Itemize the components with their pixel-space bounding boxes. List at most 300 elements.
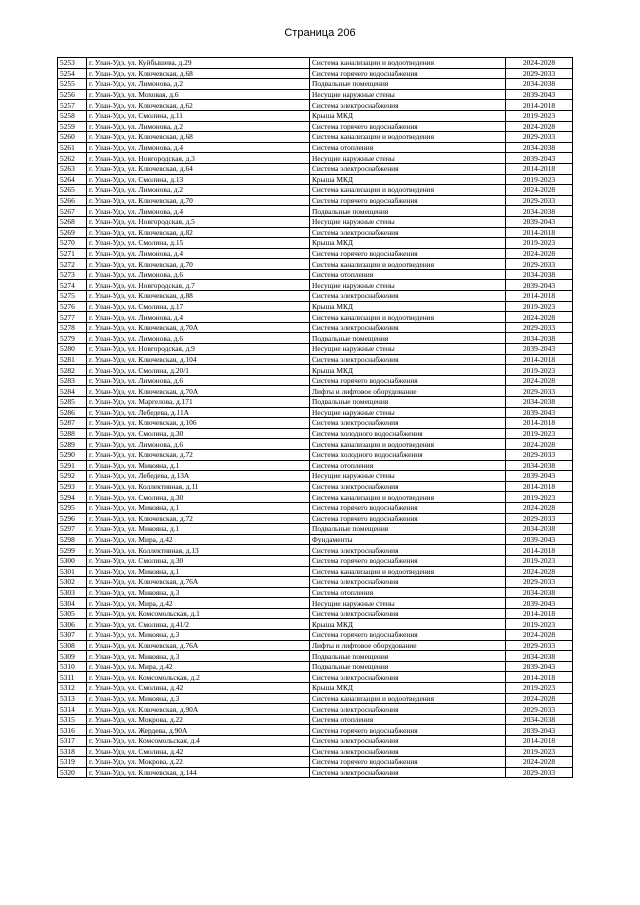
row-number: 5271 xyxy=(58,248,87,259)
row-number: 5257 xyxy=(58,100,87,111)
address-cell: г. Улан-Удэ, ул. Лимонова, д.6 xyxy=(87,269,310,280)
period-cell: 2014-2018 xyxy=(506,736,573,747)
work-type-cell: Система холодного водоснабжения xyxy=(310,428,506,439)
period-cell: 2014-2018 xyxy=(506,354,573,365)
address-cell: г. Улан-Удэ, ул. Смолина, д.15 xyxy=(87,238,310,249)
address-cell: г. Улан-Удэ, ул. Ключевская, д.106 xyxy=(87,418,310,429)
address-cell: г. Улан-Удэ, ул. Новгородская, д.7 xyxy=(87,280,310,291)
address-cell: г. Улан-Удэ, ул. Смолина, д.42 xyxy=(87,746,310,757)
work-type-cell: Система отопления xyxy=(310,460,506,471)
work-type-cell: Крыша МКД xyxy=(310,301,506,312)
work-type-cell: Система горячего водоснабжения xyxy=(310,757,506,768)
table-row xyxy=(58,344,573,355)
period-cell: 2024-2028 xyxy=(506,566,573,577)
period-cell: 2034-2038 xyxy=(506,269,573,280)
row-number: 5301 xyxy=(58,566,87,577)
row-number: 5264 xyxy=(58,174,87,185)
row-number: 5308 xyxy=(58,640,87,651)
work-type-cell: Подвальные помещения xyxy=(310,206,506,217)
period-cell: 2019-2023 xyxy=(506,110,573,121)
period-cell: 2019-2023 xyxy=(506,492,573,503)
table-row xyxy=(58,481,573,492)
work-type-cell: Система электроснабжения xyxy=(310,545,506,556)
table-row xyxy=(58,58,573,69)
table-row xyxy=(58,704,573,715)
period-cell: 2014-2018 xyxy=(506,227,573,238)
address-cell: г. Улан-Удэ, ул. Микояна, д.3 xyxy=(87,651,310,662)
row-number: 5317 xyxy=(58,736,87,747)
work-type-cell: Подвальные помещения xyxy=(310,651,506,662)
work-type-cell: Система электроснабжения xyxy=(310,354,506,365)
period-cell: 2034-2038 xyxy=(506,333,573,344)
period-cell: 2029-2033 xyxy=(506,513,573,524)
row-number: 5293 xyxy=(58,481,87,492)
work-type-cell: Система горячего водоснабжения xyxy=(310,375,506,386)
address-cell: г. Улан-Удэ, ул. Смолина, д.41/2 xyxy=(87,619,310,630)
table-row xyxy=(58,672,573,683)
table-row xyxy=(58,397,573,408)
work-type-cell: Система отопления xyxy=(310,269,506,280)
work-type-cell: Система горячего водоснабжения xyxy=(310,630,506,641)
table-row xyxy=(58,598,573,609)
row-number: 5319 xyxy=(58,757,87,768)
period-cell: 2024-2028 xyxy=(506,439,573,450)
table-row xyxy=(58,269,573,280)
address-cell: г. Улан-Удэ, ул. Смолина, д.17 xyxy=(87,301,310,312)
row-number: 5274 xyxy=(58,280,87,291)
row-number: 5305 xyxy=(58,608,87,619)
table-row xyxy=(58,513,573,524)
period-cell: 2024-2028 xyxy=(506,693,573,704)
row-number: 5299 xyxy=(58,545,87,556)
table-row xyxy=(58,714,573,725)
work-type-cell: Несущие наружные стены xyxy=(310,153,506,164)
address-cell: г. Улан-Удэ, ул. Моховая, д.6 xyxy=(87,89,310,100)
address-cell: г. Улан-Удэ, ул. Комсомольская, д.4 xyxy=(87,736,310,747)
address-cell: г. Улан-Удэ, ул. Микояна, д.3 xyxy=(87,630,310,641)
table-row xyxy=(58,259,573,270)
work-type-cell: Система электроснабжения xyxy=(310,481,506,492)
table-row xyxy=(58,545,573,556)
row-number: 5315 xyxy=(58,714,87,725)
address-cell: г. Улан-Удэ, ул. Мокрова, д.22 xyxy=(87,714,310,725)
address-cell: г. Улан-Удэ, ул. Мира, д.42 xyxy=(87,598,310,609)
work-type-cell: Система электроснабжения xyxy=(310,291,506,302)
table-row xyxy=(58,322,573,333)
work-type-cell: Лифты и лифтовое оборудование xyxy=(310,386,506,397)
table-row xyxy=(58,428,573,439)
address-cell: г. Улан-Удэ, ул. Мокрова, д.22 xyxy=(87,757,310,768)
period-cell: 2024-2028 xyxy=(506,58,573,69)
period-cell: 2039-2043 xyxy=(506,471,573,482)
address-cell: г. Улан-Удэ, ул. Новгородская, д.3 xyxy=(87,153,310,164)
period-cell: 2039-2043 xyxy=(506,725,573,736)
work-type-cell: Система холодного водоснабжения xyxy=(310,449,506,460)
table-row xyxy=(58,291,573,302)
work-type-cell: Несущие наружные стены xyxy=(310,598,506,609)
row-number: 5262 xyxy=(58,153,87,164)
address-cell: г. Улан-Удэ, ул. Ключевская, д.70А xyxy=(87,322,310,333)
row-number: 5290 xyxy=(58,449,87,460)
table-row xyxy=(58,142,573,153)
row-number: 5302 xyxy=(58,577,87,588)
address-cell: г. Улан-Удэ, ул. Лимонова, д.4 xyxy=(87,248,310,259)
row-number: 5258 xyxy=(58,110,87,121)
table-row xyxy=(58,587,573,598)
table-row xyxy=(58,280,573,291)
row-number: 5294 xyxy=(58,492,87,503)
address-cell: г. Улан-Удэ, ул. Ключевская, д.72 xyxy=(87,513,310,524)
row-number: 5298 xyxy=(58,534,87,545)
table-row xyxy=(58,206,573,217)
work-type-cell: Система горячего водоснабжения xyxy=(310,195,506,206)
period-cell: 2029-2033 xyxy=(506,195,573,206)
work-type-cell: Система электроснабжения xyxy=(310,704,506,715)
table-row xyxy=(58,640,573,651)
address-cell: г. Улан-Удэ, ул. Микояна, д.1 xyxy=(87,502,310,513)
row-number: 5314 xyxy=(58,704,87,715)
period-cell: 2019-2023 xyxy=(506,365,573,376)
table-row xyxy=(58,502,573,513)
row-number: 5279 xyxy=(58,333,87,344)
work-type-cell: Крыша МКД xyxy=(310,174,506,185)
row-number: 5283 xyxy=(58,375,87,386)
address-cell: г. Улан-Удэ, ул. Ключевская, д.64 xyxy=(87,163,310,174)
row-number: 5275 xyxy=(58,291,87,302)
address-cell: г. Улан-Удэ, ул. Комсомольская, д.2 xyxy=(87,672,310,683)
address-cell: г. Улан-Удэ, ул. Лимонова, д.2 xyxy=(87,185,310,196)
period-cell: 2029-2033 xyxy=(506,259,573,270)
row-number: 5284 xyxy=(58,386,87,397)
address-cell: г. Улан-Удэ, ул. Смолина, д.13 xyxy=(87,174,310,185)
address-cell: г. Улан-Удэ, ул. Ключевская, д.70 xyxy=(87,259,310,270)
address-cell: г. Улан-Удэ, ул. Смолина, д.30 xyxy=(87,555,310,566)
work-type-cell: Система электроснабжения xyxy=(310,608,506,619)
row-number: 5277 xyxy=(58,312,87,323)
table-row xyxy=(58,248,573,259)
address-cell: г. Улан-Удэ, ул. Ключевская, д.68 xyxy=(87,68,310,79)
table-row xyxy=(58,683,573,694)
row-number: 5303 xyxy=(58,587,87,598)
address-cell: г. Улан-Удэ, ул. Ключевская, д.72 xyxy=(87,449,310,460)
row-number: 5288 xyxy=(58,428,87,439)
table-row xyxy=(58,471,573,482)
table-row xyxy=(58,630,573,641)
table-row xyxy=(58,619,573,630)
table-row xyxy=(58,68,573,79)
address-cell: г. Улан-Удэ, ул. Лимонова, д.2 xyxy=(87,79,310,90)
period-cell: 2019-2023 xyxy=(506,428,573,439)
work-type-cell: Крыша МКД xyxy=(310,619,506,630)
address-cell: г. Улан-Удэ, ул. Ключевская, д.82 xyxy=(87,227,310,238)
table-row xyxy=(58,301,573,312)
work-type-cell: Несущие наружные стены xyxy=(310,407,506,418)
address-cell: г. Улан-Удэ, ул. Лимонова, д.2 xyxy=(87,121,310,132)
table-row xyxy=(58,153,573,164)
table-row xyxy=(58,132,573,143)
row-number: 5300 xyxy=(58,555,87,566)
work-type-cell: Несущие наружные стены xyxy=(310,344,506,355)
table-row xyxy=(58,312,573,323)
period-cell: 2034-2038 xyxy=(506,142,573,153)
address-cell: г. Улан-Удэ, ул. Лебедева, д.13А xyxy=(87,471,310,482)
work-type-cell: Лифты и лифтовое оборудование xyxy=(310,640,506,651)
row-number: 5304 xyxy=(58,598,87,609)
address-cell: г. Улан-Удэ, ул. Смолина, д.30 xyxy=(87,492,310,503)
period-cell: 2019-2023 xyxy=(506,555,573,566)
address-cell: г. Улан-Удэ, ул. Лимонова, д.6 xyxy=(87,439,310,450)
work-type-cell: Система электроснабжения xyxy=(310,746,506,757)
period-cell: 2029-2033 xyxy=(506,449,573,460)
work-type-cell: Система горячего водоснабжения xyxy=(310,513,506,524)
work-type-cell: Система канализации и водоотведения xyxy=(310,492,506,503)
row-number: 5276 xyxy=(58,301,87,312)
table-row xyxy=(58,566,573,577)
period-cell: 2019-2023 xyxy=(506,619,573,630)
period-cell: 2024-2028 xyxy=(506,630,573,641)
period-cell: 2039-2043 xyxy=(506,661,573,672)
work-type-cell: Система горячего водоснабжения xyxy=(310,121,506,132)
row-number: 5316 xyxy=(58,725,87,736)
period-cell: 2039-2043 xyxy=(506,534,573,545)
address-cell: г. Улан-Удэ, ул. Куйбышева, д.29 xyxy=(87,58,310,69)
period-cell: 2019-2023 xyxy=(506,683,573,694)
table-row xyxy=(58,651,573,662)
address-cell: г. Улан-Удэ, ул. Ключевская, д.68 xyxy=(87,132,310,143)
address-cell: г. Улан-Удэ, ул. Лимонова, д.4 xyxy=(87,206,310,217)
address-cell: г. Улан-Удэ, ул. Ключевская, д.76А xyxy=(87,577,310,588)
period-cell: 2024-2028 xyxy=(506,312,573,323)
address-cell: г. Улан-Удэ, ул. Коллективная, д.13 xyxy=(87,545,310,556)
work-type-cell: Подвальные помещения xyxy=(310,333,506,344)
period-cell: 2019-2023 xyxy=(506,746,573,757)
work-type-cell: Система электроснабжения xyxy=(310,577,506,588)
row-number: 5259 xyxy=(58,121,87,132)
table-body xyxy=(58,58,573,778)
period-cell: 2034-2038 xyxy=(506,587,573,598)
work-type-cell: Система канализации и водоотведения xyxy=(310,259,506,270)
work-type-cell: Система электроснабжения xyxy=(310,163,506,174)
row-number: 5282 xyxy=(58,365,87,376)
work-type-cell: Система электроснабжения xyxy=(310,227,506,238)
work-type-cell: Система электроснабжения xyxy=(310,418,506,429)
address-cell: г. Улан-Удэ, ул. Микояна, д.1 xyxy=(87,566,310,577)
period-cell: 2024-2028 xyxy=(506,121,573,132)
period-cell: 2024-2028 xyxy=(506,248,573,259)
work-type-cell: Система горячего водоснабжения xyxy=(310,555,506,566)
row-number: 5267 xyxy=(58,206,87,217)
period-cell: 2029-2033 xyxy=(506,767,573,778)
table-row xyxy=(58,121,573,132)
table-row xyxy=(58,439,573,450)
row-number: 5273 xyxy=(58,269,87,280)
period-cell: 2019-2023 xyxy=(506,238,573,249)
row-number: 5292 xyxy=(58,471,87,482)
row-number: 5291 xyxy=(58,460,87,471)
period-cell: 2019-2023 xyxy=(506,301,573,312)
period-cell: 2039-2043 xyxy=(506,598,573,609)
address-cell: г. Улан-Удэ, ул. Маргелова, д.171 xyxy=(87,397,310,408)
address-cell: г. Улан-Удэ, ул. Смолина, д.11 xyxy=(87,110,310,121)
period-cell: 2039-2043 xyxy=(506,153,573,164)
table-row xyxy=(58,375,573,386)
table-row xyxy=(58,365,573,376)
period-cell: 2024-2028 xyxy=(506,185,573,196)
period-cell: 2034-2038 xyxy=(506,79,573,90)
address-cell: г. Улан-Удэ, ул. Мира, д.42 xyxy=(87,661,310,672)
row-number: 5266 xyxy=(58,195,87,206)
period-cell: 2029-2033 xyxy=(506,386,573,397)
row-number: 5311 xyxy=(58,672,87,683)
row-number: 5309 xyxy=(58,651,87,662)
row-number: 5270 xyxy=(58,238,87,249)
period-cell: 2034-2038 xyxy=(506,397,573,408)
period-cell: 2029-2033 xyxy=(506,132,573,143)
period-cell: 2014-2018 xyxy=(506,100,573,111)
period-cell: 2014-2018 xyxy=(506,163,573,174)
work-type-cell: Система горячего водоснабжения xyxy=(310,502,506,513)
page-title: Страница 206 xyxy=(284,27,356,39)
work-type-cell: Система отопления xyxy=(310,714,506,725)
table-row xyxy=(58,100,573,111)
work-type-cell: Система канализации и водоотведения xyxy=(310,185,506,196)
table-row xyxy=(58,354,573,365)
address-cell: г. Улан-Удэ, ул. Новгородская, д.5 xyxy=(87,216,310,227)
address-cell: г. Улан-Удэ, ул. Микояна, д.1 xyxy=(87,524,310,535)
table-row xyxy=(58,534,573,545)
address-cell: г. Улан-Удэ, ул. Ключевская, д.62 xyxy=(87,100,310,111)
work-type-cell: Подвальные помещения xyxy=(310,397,506,408)
address-cell: г. Улан-Удэ, ул. Ключевская, д.104 xyxy=(87,354,310,365)
row-number: 5255 xyxy=(58,79,87,90)
work-type-cell: Подвальные помещения xyxy=(310,524,506,535)
row-number: 5261 xyxy=(58,142,87,153)
work-type-cell: Крыша МКД xyxy=(310,110,506,121)
table-row xyxy=(58,555,573,566)
work-type-cell: Система канализации и водоотведения xyxy=(310,566,506,577)
work-type-cell: Система отопления xyxy=(310,142,506,153)
period-cell: 2024-2028 xyxy=(506,502,573,513)
row-number: 5312 xyxy=(58,683,87,694)
work-type-cell: Крыша МКД xyxy=(310,365,506,376)
address-cell: г. Улан-Удэ, ул. Лимонова, д.6 xyxy=(87,375,310,386)
period-cell: 2019-2023 xyxy=(506,174,573,185)
period-cell: 2029-2033 xyxy=(506,68,573,79)
address-cell: г. Улан-Удэ, ул. Микояна, д.3 xyxy=(87,693,310,704)
address-cell: г. Улан-Удэ, ул. Лимонова, д.4 xyxy=(87,312,310,323)
work-type-cell: Система канализации и водоотведения xyxy=(310,132,506,143)
address-cell: г. Улан-Удэ, ул. Лимонова, д.4 xyxy=(87,142,310,153)
period-cell: 2034-2038 xyxy=(506,206,573,217)
address-cell: г. Улан-Удэ, ул. Смолина, д.30 xyxy=(87,428,310,439)
address-cell: г. Улан-Удэ, ул. Смолина, д.20/1 xyxy=(87,365,310,376)
address-cell: г. Улан-Удэ, ул. Ключевская, д.144 xyxy=(87,767,310,778)
work-type-cell: Система канализации и водоотведения xyxy=(310,439,506,450)
row-number: 5297 xyxy=(58,524,87,535)
period-cell: 2039-2043 xyxy=(506,216,573,227)
table-row xyxy=(58,757,573,768)
row-number: 5268 xyxy=(58,216,87,227)
row-number: 5287 xyxy=(58,418,87,429)
table-row xyxy=(58,693,573,704)
table-row xyxy=(58,185,573,196)
work-type-cell: Подвальные помещения xyxy=(310,661,506,672)
row-number: 5269 xyxy=(58,227,87,238)
row-number: 5265 xyxy=(58,185,87,196)
table-row xyxy=(58,238,573,249)
address-cell: г. Улан-Удэ, ул. Жердева, д.90А xyxy=(87,725,310,736)
row-number: 5256 xyxy=(58,89,87,100)
period-cell: 2034-2038 xyxy=(506,714,573,725)
work-type-cell: Система горячего водоснабжения xyxy=(310,248,506,259)
address-cell: г. Улан-Удэ, ул. Микояна, д.3 xyxy=(87,587,310,598)
work-type-cell: Несущие наружные стены xyxy=(310,89,506,100)
table-row xyxy=(58,767,573,778)
period-cell: 2014-2018 xyxy=(506,608,573,619)
table-row xyxy=(58,216,573,227)
row-number: 5320 xyxy=(58,767,87,778)
table-row xyxy=(58,110,573,121)
period-cell: 2014-2018 xyxy=(506,672,573,683)
table-row xyxy=(58,608,573,619)
row-number: 5253 xyxy=(58,58,87,69)
table-row xyxy=(58,492,573,503)
table-row xyxy=(58,333,573,344)
table-row xyxy=(58,418,573,429)
work-type-cell: Система электроснабжения xyxy=(310,100,506,111)
row-number: 5278 xyxy=(58,322,87,333)
address-cell: г. Улан-Удэ, ул. Смолина, д.42 xyxy=(87,683,310,694)
period-cell: 2039-2043 xyxy=(506,344,573,355)
period-cell: 2024-2028 xyxy=(506,757,573,768)
work-type-cell: Система канализации и водоотведения xyxy=(310,58,506,69)
row-number: 5306 xyxy=(58,619,87,630)
row-number: 5318 xyxy=(58,746,87,757)
row-number: 5272 xyxy=(58,259,87,270)
address-cell: г. Улан-Удэ, ул. Микояна, д.1 xyxy=(87,460,310,471)
work-type-cell: Система электроснабжения xyxy=(310,767,506,778)
period-cell: 2029-2033 xyxy=(506,577,573,588)
work-type-cell: Крыша МКД xyxy=(310,238,506,249)
row-number: 5263 xyxy=(58,163,87,174)
work-type-cell: Несущие наружные стены xyxy=(310,471,506,482)
row-number: 5313 xyxy=(58,693,87,704)
address-cell: г. Улан-Удэ, ул. Комсомольская, д.1 xyxy=(87,608,310,619)
table-row xyxy=(58,195,573,206)
row-number: 5289 xyxy=(58,439,87,450)
work-type-cell: Система отопления xyxy=(310,587,506,598)
period-cell: 2029-2033 xyxy=(506,640,573,651)
address-cell: г. Улан-Удэ, ул. Ключевская, д.90А xyxy=(87,704,310,715)
address-cell: г. Улан-Удэ, ул. Ключевская, д.70А xyxy=(87,386,310,397)
address-cell: г. Улан-Удэ, ул. Ключевская, д.76А xyxy=(87,640,310,651)
period-cell: 2039-2043 xyxy=(506,407,573,418)
work-type-cell: Система электроснабжения xyxy=(310,672,506,683)
table-row xyxy=(58,725,573,736)
table-row xyxy=(58,736,573,747)
table-row xyxy=(58,460,573,471)
table-row xyxy=(58,386,573,397)
address-cell: г. Улан-Удэ, ул. Лимонова, д.6 xyxy=(87,333,310,344)
work-type-cell: Система электроснабжения xyxy=(310,736,506,747)
address-cell: г. Улан-Удэ, ул. Ключевская, д.88 xyxy=(87,291,310,302)
address-cell: г. Улан-Удэ, ул. Новгородская, д.9 xyxy=(87,344,310,355)
row-number: 5254 xyxy=(58,68,87,79)
work-type-cell: Фундаменты xyxy=(310,534,506,545)
work-type-cell: Система канализации и водоотведения xyxy=(310,312,506,323)
period-cell: 2014-2018 xyxy=(506,291,573,302)
work-type-cell: Система горячего водоснабжения xyxy=(310,725,506,736)
